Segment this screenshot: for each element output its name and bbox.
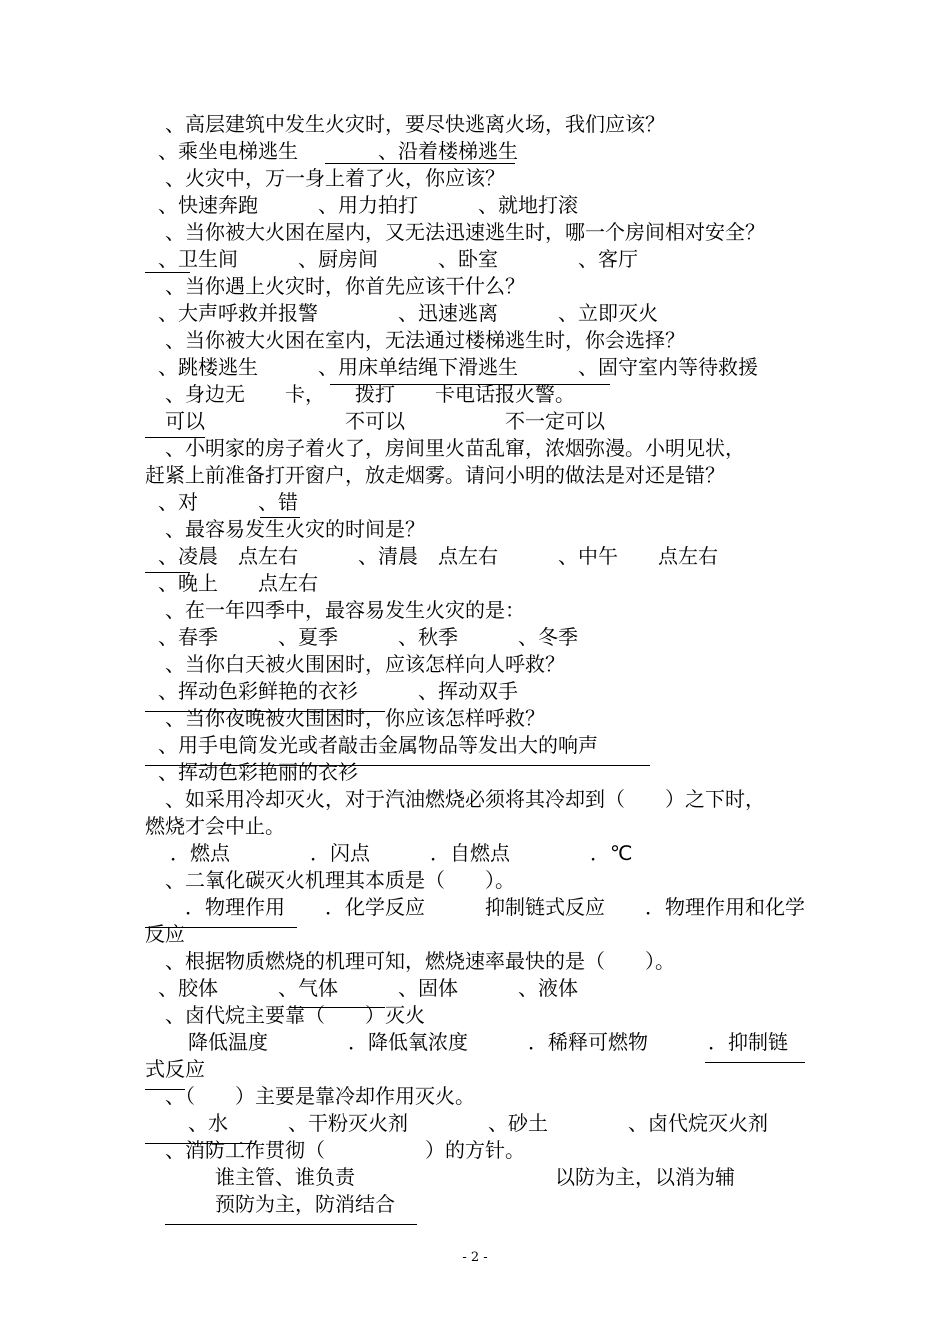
- option-line: 、胶体 、气体 、固体 、液体: [158, 976, 578, 1000]
- option-line: 、挥动色彩艳丽的衣衫: [158, 760, 358, 784]
- option-line: 预防为主，防消结合: [215, 1192, 395, 1216]
- horizontal-rule: [705, 1062, 805, 1063]
- option-line: 、对 、错: [158, 490, 298, 514]
- question-line: 、当你夜晚被火围困时，你应该怎样呼救？: [165, 706, 545, 730]
- question-line: 、当你被大火困在屋内，又无法迅速逃生时，哪一个房间相对安全？: [165, 220, 765, 244]
- question-line: 、（ ）主要是靠冷却作用灭火。: [165, 1084, 475, 1108]
- horizontal-rule: [145, 437, 205, 438]
- option-line: 、大声呼救并报警 、迅速逃离 、立即灭火: [158, 301, 658, 325]
- question-line: 、最容易发生火灾的时间是？: [165, 517, 425, 541]
- option-line: 、水 、干粉灭火剂 、砂土 、卤代烷灭火剂: [188, 1111, 768, 1135]
- question-line: 、高层建筑中发生火灾时，要尽快逃离火场，我们应该？: [165, 112, 665, 136]
- option-line: 式反应: [145, 1057, 205, 1081]
- horizontal-rule: [325, 163, 515, 164]
- horizontal-rule: [145, 1143, 255, 1144]
- option-line: 降低温度 ．降低氧浓度 ．稀释可燃物 ．抑制链: [188, 1030, 788, 1054]
- question-line: 、在一年四季中，最容易发生火灾的是：: [165, 598, 525, 622]
- question-line: 、根据物质燃烧的机理可知，燃烧速率最快的是（ ）。: [165, 949, 675, 973]
- question-line: 、如采用冷却灭火，对于汽油燃烧必须将其冷却到（ ）之下时，: [165, 787, 765, 811]
- option-line: 反应: [145, 922, 185, 946]
- option-line: ．物理作用 ．化学反应 抑制链式反应 ．物理作用和化学: [185, 895, 805, 919]
- horizontal-rule: [145, 765, 650, 766]
- horizontal-rule: [260, 517, 300, 518]
- page-number: - 2 -: [462, 1250, 488, 1265]
- option-line: 、快速奔跑 、用力拍打 、就地打滚: [158, 193, 578, 217]
- question-line: 、当你遇上火灾时，你首先应该干什么？: [165, 274, 525, 298]
- option-line: 、挥动色彩鲜艳的衣衫 、挥动双手: [158, 679, 518, 703]
- horizontal-rule: [145, 927, 297, 928]
- horizontal-rule: [145, 572, 190, 573]
- option-line: 、晚上 点左右: [158, 571, 318, 595]
- option-line: 谁主管、谁负责 以防为主，以消为辅: [215, 1165, 735, 1189]
- question-line: 、当你白天被火围困时，应该怎样向人呼救？: [165, 652, 565, 676]
- question-line: 、身边无 卡， 拨打 卡电话报火警。: [165, 382, 575, 406]
- option-line: ．燃点 ．闪点 ．自燃点 ．℃: [170, 841, 633, 865]
- question-line: 、卤代烷主要靠（ ）灭火: [165, 1003, 425, 1027]
- option-line: 、春季 、夏季 、秋季 、冬季: [158, 625, 578, 649]
- question-line: 、二氧化碳灭火机理其本质是（ ）。: [165, 868, 515, 892]
- question-line: 、小明家的房子着火了，房间里火苗乱窜，浓烟弥漫。小明见状，: [165, 436, 745, 460]
- option-line: 可以 不可以 不一定可以: [165, 409, 605, 433]
- question-line: 燃烧才会中止。: [145, 814, 285, 838]
- horizontal-rule: [330, 384, 610, 385]
- question-line: 赶紧上前准备打开窗户，放走烟雾。请问小明的做法是对还是错？: [145, 463, 725, 487]
- question-line: 、火灾中，万一身上着了火，你应该？: [165, 166, 505, 190]
- option-line: 、乘坐电梯逃生 、沿着楼梯逃生: [158, 139, 518, 163]
- option-line: 、卫生间 、厨房间 、卧室 、客厅: [158, 247, 638, 271]
- horizontal-rule: [145, 1089, 185, 1090]
- option-line: 、用手电筒发光或者敲击金属物品等发出大的响声: [158, 733, 598, 757]
- horizontal-rule: [290, 1007, 385, 1008]
- option-line: 、跳楼逃生 、用床单结绳下滑逃生 、固守室内等待救援: [158, 355, 758, 379]
- horizontal-rule: [145, 711, 385, 712]
- question-line: 、消防工作贯彻（ ）的方针。: [165, 1138, 525, 1162]
- option-line: 、凌晨 点左右 、清晨 点左右 、中午 点左右: [158, 544, 718, 568]
- horizontal-rule: [145, 272, 190, 273]
- horizontal-rule: [165, 1224, 417, 1225]
- question-line: 、当你被大火困在室内，无法通过楼梯逃生时，你会选择？: [165, 328, 685, 352]
